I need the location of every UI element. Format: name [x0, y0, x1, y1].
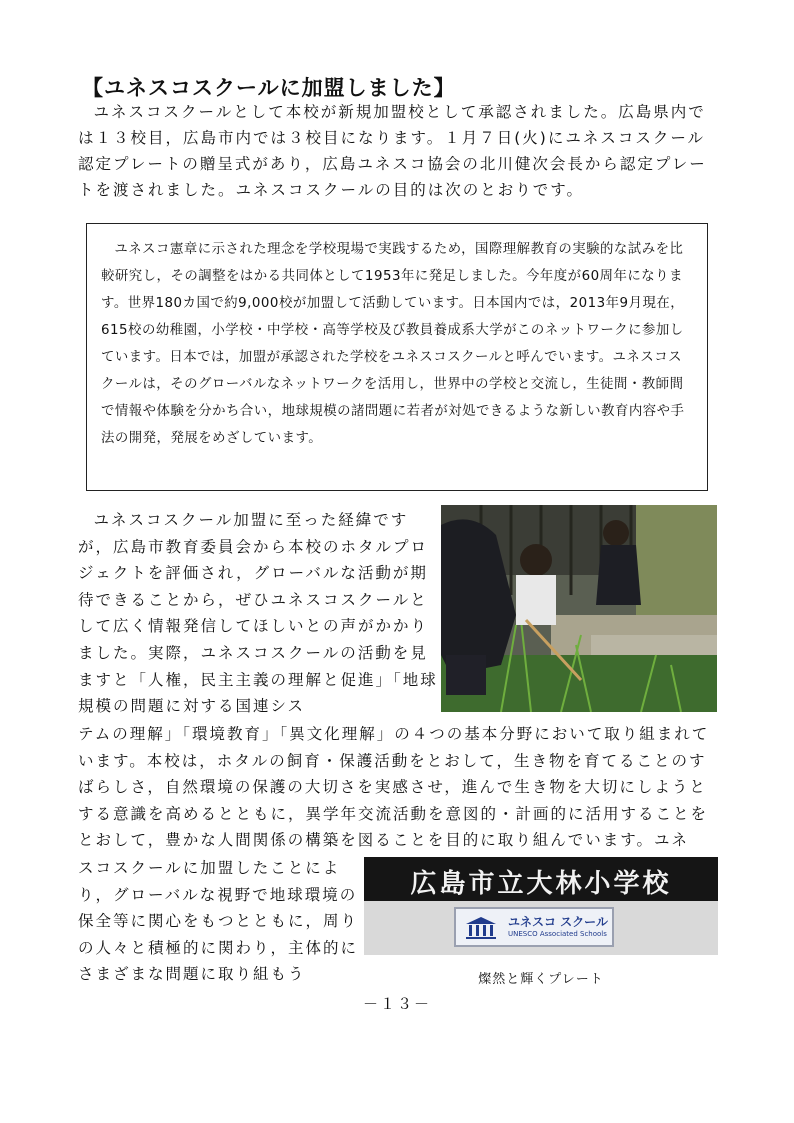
- plate-title: ユネスコ スクール: [508, 915, 608, 929]
- photo-caption: 燦然と輝くプレート: [478, 972, 604, 987]
- unesco-logo-icon: [464, 915, 498, 945]
- page-number: －１３－: [362, 995, 431, 1013]
- closing-paragraph: スコスクールに加盟したことにより，グローバルな視野で地球環境の保全等に関心をもつとともに，周りの人々と積極的に関わり，主体的にさまざまな問題に取り組もう: [78, 859, 359, 984]
- intro-paragraph: ユネスコスクールとして本校が新規加盟校として承認されました。広島県内では１３校目，広島市内では３校目になります。１月７日(火)にユネスコスクール認定プレートの贈呈式があり，広島ユネスコ協会の北川健次会長から認定プレートを渡されました。ユネスコスクールの目的は次のとおりです。: [78, 103, 707, 199]
- unesco-plate: [454, 907, 614, 947]
- school-sign-band: [364, 857, 718, 901]
- firefly-activity-photo: [441, 505, 717, 712]
- section-heading: 【ユネスコスクールに加盟しました】: [82, 76, 456, 100]
- unesco-purpose-box: [86, 223, 708, 491]
- purpose-text: ユネスコ憲章に示された理念を学校現場で実践するため，国際理解教育の実験的な試みを比較研究し，その調整をはかる共同体として1953年に発足しました。今年度が60周年になります。世界180カ国で約9,000校が加盟して活動しています。日本国内では，2013年9月現在，615校の幼稚園，小学校・中学校・高等学校及び教員養成系大学がこのネットワークに参加しています。日本では，加盟が承認された学校をユネスコスクールと呼んでいます。ユネスコスクールは，そのグローバルなネットワークを活用し，世界中の学校と交流し，生徒間・教師間で情報や体験を分かち合い，地球規模の諸問題に若者が対処できるような新しい教育内容や手法の開発，発展をめざしています。: [101, 242, 685, 446]
- plate-subtitle: UNESCO Associated Schools: [508, 930, 607, 938]
- school-name-sign: 広島市立大林小学校: [410, 869, 672, 899]
- school-sign-photo: [364, 857, 718, 955]
- background-paragraph: ユネスコスクール加盟に至った経緯ですが，広島市教育委員会から本校のホタルプロジェクトを評価され，グローバルな活動が期待できることから，ぜひユネスコスクールとして広く情報発信してほしいとの声がかかりました。実際，ユネスコスクールの活動を見ますと「人権，民主主義の理解と促進」「地球規模の問題に対する国連シス: [78, 511, 438, 716]
- activity-paragraph: テムの理解」「環境教育」「異文化理解」の４つの基本分野において取り組まれています。本校は，ホタルの飼育・保護活動をとおして，生き物を育てることのすばらしさ，自然環境の保護の大切さを実感させ，進んで生き物を大切にしようとする意識を高めるとともに，異学年交流活動を意図的・計画的に活用することをとおして，豊かな人間関係の構築を図ることを目的に取り組んでいます。ユネ: [78, 725, 710, 850]
